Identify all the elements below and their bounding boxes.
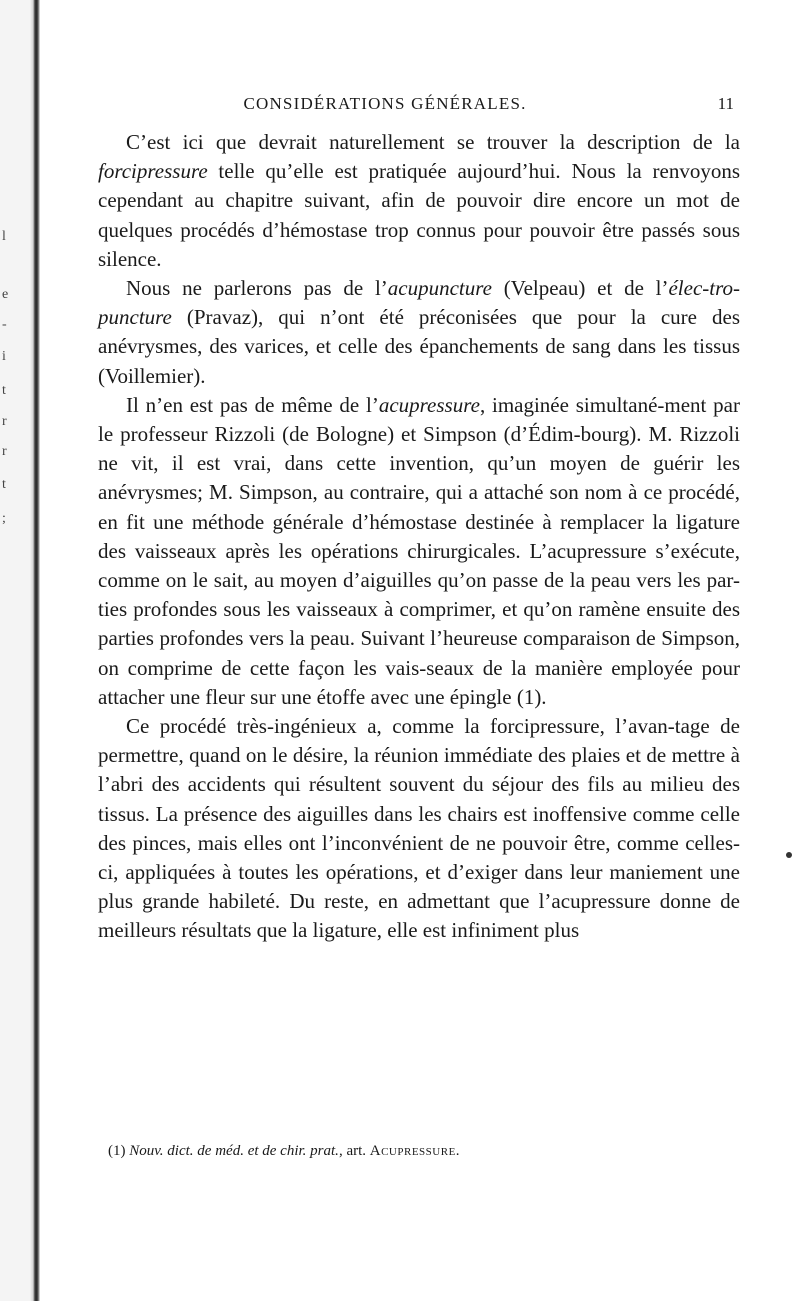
- paragraph: [98, 712, 740, 946]
- edge-mark: i: [2, 350, 6, 364]
- running-head: CONSIDÉRATIONS GÉNÉRALES.: [243, 94, 527, 113]
- text-run: (Pravaz), qui n’ont été préconisées que pour la cure des anévrysmes, des varices, et celle des épanchements de sang dans les tissus (Voillemier).: [98, 305, 740, 388]
- italic-term: forcipressure: [98, 159, 208, 184]
- page-header: [100, 94, 740, 116]
- page-number: 11: [717, 94, 734, 113]
- paragraph: [98, 128, 740, 274]
- italic-term: acupressure: [378, 392, 480, 417]
- footnote-source: Nouv. dict. de méd. et de chir. prat.: [129, 1143, 339, 1159]
- text-run: C’est ici que devrait naturellement se trouver la description de la: [126, 130, 740, 154]
- edge-mark: t: [2, 384, 6, 398]
- text-run: telle qu’elle est pratiquée aujourd’hui. Nous la renvoyons cependant au chapitre suivant, afin de pouvoir dire encore un mot de quelques procédés d’hémostase trop connus pour pouvoir être passés sous silence.: [98, 159, 740, 271]
- footnote-article: Acupressure.: [369, 1143, 461, 1159]
- edge-mark: r: [2, 415, 7, 429]
- italic-term: acupuncture: [387, 276, 492, 301]
- footnote-ref: , art.: [338, 1143, 370, 1159]
- paragraph: [98, 274, 740, 391]
- text-run: , imaginée simultané-ment par le professeur Rizzoli (de Bologne) et Simpson (d’Édim-bourg). M. Rizzoli ne vit, il est vrai, dans cette invention, qu’un moyen de guérir les anévrysmes; M. Simpson, au contraire, qui a attaché son nom à ce procédé, en fit une méthode générale d’hémostase destinée à remplacer la ligature des vaisseaux après les opérations chirurgicales. L’acupressure s’exécute, comme on le sait, au moyen d’aiguilles qu’on passe de la peau vers les par-ties profondes sous les vaisseaux à comprimer, et qu’on ramène ensuite des parties profondes vers la peau. Suivant l’heureuse comparaison de Simpson, on comprime de cette façon les vais-seaux de la manière employée pour attacher une fleur sur une étoffe avec une épingle (1).: [98, 392, 740, 709]
- edge-mark: r: [2, 445, 7, 459]
- edge-mark: t: [2, 478, 6, 492]
- text-run: Il n’en est pas de même de l’: [126, 392, 379, 417]
- text-run: Nous ne parlerons pas de l’: [126, 276, 388, 301]
- binding-edge: [0, 0, 40, 1301]
- edge-mark: l: [2, 230, 6, 244]
- body-text: [98, 128, 740, 946]
- text-run: (Velpeau) et de l’: [491, 276, 669, 301]
- edge-mark: -: [2, 318, 7, 332]
- paragraph: [98, 391, 740, 712]
- edge-mark: ;: [2, 512, 6, 526]
- edge-mark: e: [2, 288, 8, 302]
- margin-dot: [786, 852, 792, 858]
- text-run: Ce procédé très-ingénieux a, comme la forcipressure, l’avan-tage de permettre, quand on le désire, la réunion immédiate des plaies et de mettre à l’abri des accidents qui résultent souvent du séjour des fils au milieu des tissus. La présence des aiguilles dans les chairs est inoffensive comme celle des pinces, mais elles ont l’inconvénient de ne pouvoir être, comme celles-ci, appliquées à toutes les opérations, et d’exiger dans leur maniement une plus grande habileté. Du reste, en admettant que l’acupressure donne de meilleurs résultats que la ligature, elle est infiniment plus: [98, 714, 740, 943]
- footnote-marker: (1): [108, 1143, 126, 1159]
- italic-term: élec-tro-puncture: [98, 276, 740, 330]
- footnote: [108, 1142, 748, 1160]
